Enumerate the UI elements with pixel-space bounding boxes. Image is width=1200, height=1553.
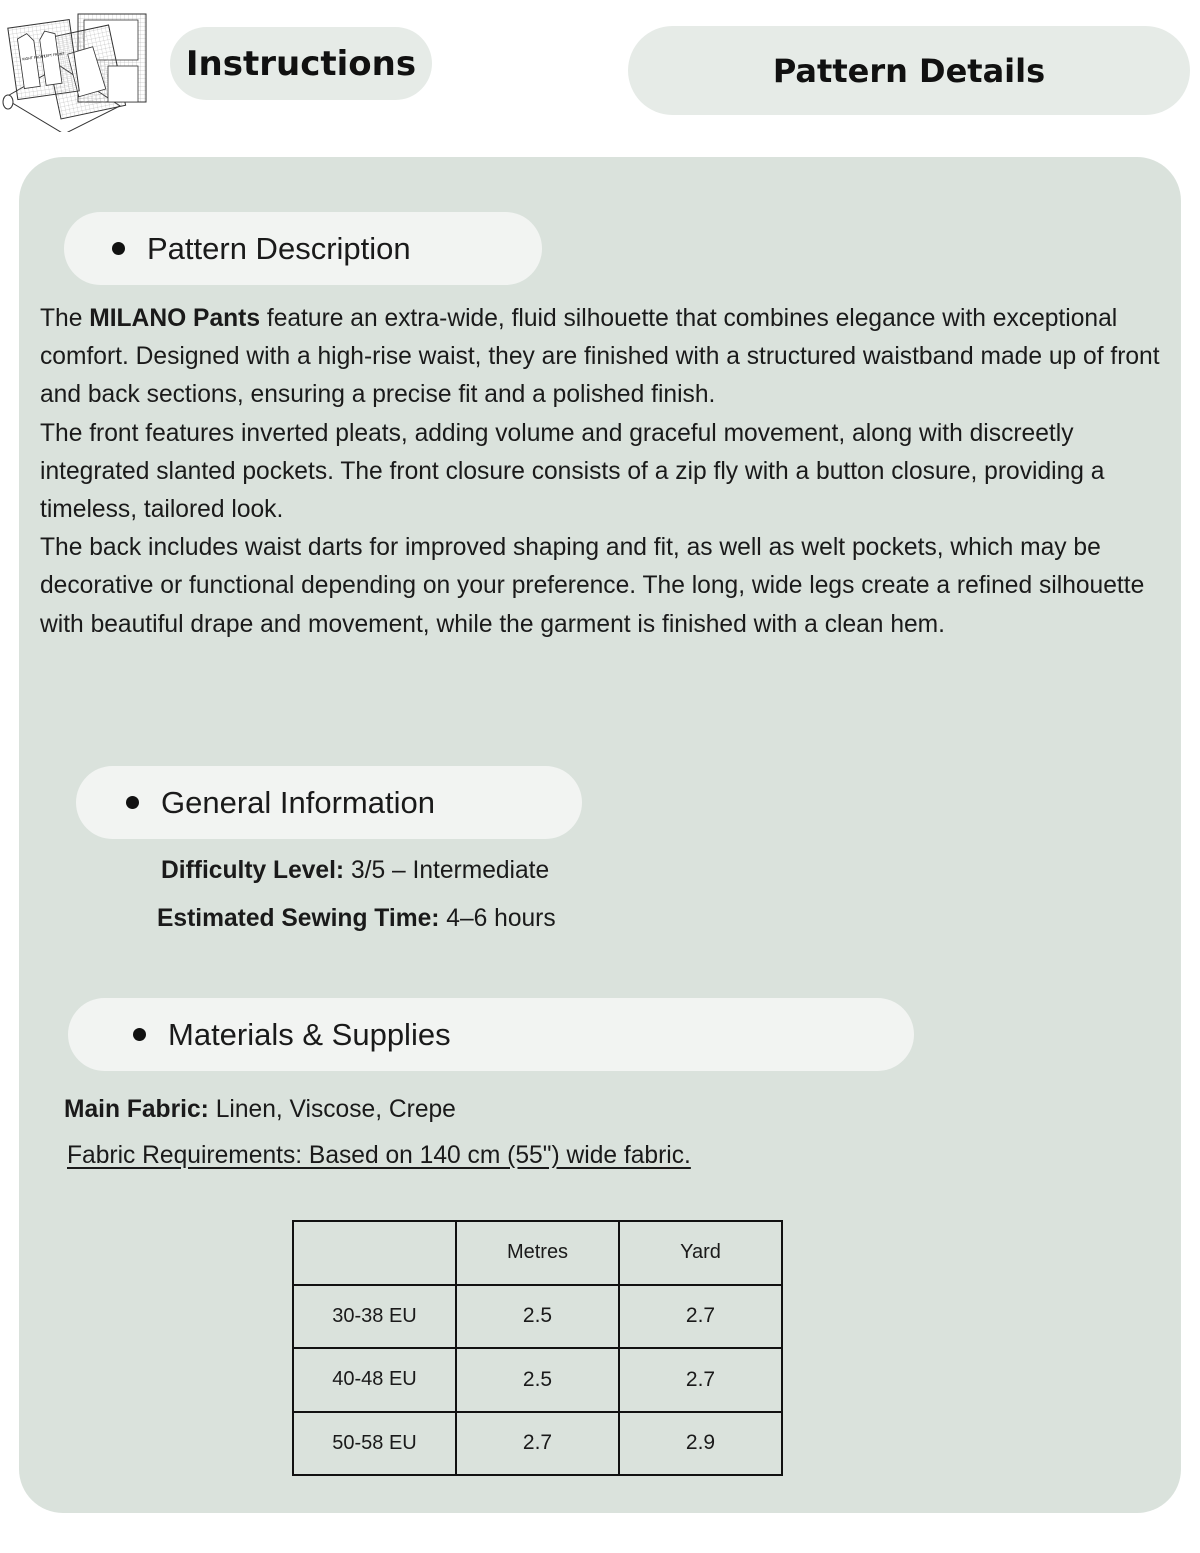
table-cell-metres: 2.7 [456, 1412, 619, 1476]
difficulty-label: Difficulty Level: [161, 857, 345, 884]
pattern-description-text [40, 300, 1165, 644]
section-title: General Information [161, 784, 435, 820]
description-paragraph-3: The back includes waist darts for improved shaping and fit, as well as welt pockets, which may be decorative or functional depending on your preference. The long, wide legs create a refined silhouette with beautiful drape and movement, while the garment is finished with a clean hem. [40, 534, 1145, 638]
logo-piece-label-b: LEFT FRONT [43, 51, 65, 59]
estimated-sewing-time [157, 905, 556, 933]
table-row [293, 1412, 782, 1476]
instructions-tab[interactable] [170, 27, 432, 100]
logo-piece-label-a: RIGHT FRONT [22, 54, 46, 62]
table-header-row [293, 1221, 782, 1285]
table-cell-metres: 2.5 [456, 1348, 619, 1412]
difficulty-level [161, 857, 549, 885]
table-header-cell: Metres [456, 1221, 619, 1285]
materials-supplies-heading [68, 998, 914, 1071]
sewing-time-value: 4–6 hours [439, 905, 556, 932]
content-panel [19, 157, 1181, 1513]
table-cell-size: 40-48 EU [293, 1348, 456, 1412]
description-rest: feature an extra-wide, fluid silhouette that combines elegance with exceptional comfort. Designed with a high-rise waist, they are finished with a structured waistband made up of front and back sections, ensuring a precise fit and a polished finish. [40, 305, 1160, 409]
table-cell-yard: 2.9 [619, 1412, 782, 1476]
main-fabric [64, 1096, 456, 1124]
table-header-cell [293, 1221, 456, 1285]
difficulty-value: 3/5 – Intermediate [344, 857, 550, 884]
pattern-details-tab[interactable] [628, 26, 1190, 115]
table-cell-yard: 2.7 [619, 1285, 782, 1349]
main-fabric-label: Main Fabric: [64, 1096, 209, 1123]
bullet-icon [112, 242, 125, 255]
table-cell-size: 30-38 EU [293, 1285, 456, 1349]
fabric-requirements-table [292, 1220, 783, 1476]
bullet-icon [133, 1028, 146, 1041]
description-prefix: The [40, 305, 90, 332]
sewing-pattern-logo-icon [0, 6, 150, 132]
table-row [293, 1348, 782, 1412]
section-title: Materials & Supplies [168, 1016, 451, 1052]
instructions-label: Instructions [185, 43, 417, 84]
description-paragraph-1 [40, 300, 1165, 415]
description-paragraph-2: The front features inverted pleats, adding volume and graceful movement, along with discreetly integrated slanted pockets. The front closure consists of a zip fly with a button closure, providing a timeless, tailored look. [40, 419, 1105, 524]
general-information-heading [76, 766, 582, 839]
table-cell-yard: 2.7 [619, 1348, 782, 1412]
product-name: MILANO Pants [89, 305, 261, 332]
table-cell-size: 50-58 EU [293, 1412, 456, 1476]
main-fabric-value: Linen, Viscose, Crepe [208, 1096, 456, 1123]
table-row [293, 1285, 782, 1349]
pattern-details-label: Pattern Details [772, 51, 1046, 90]
bullet-icon [126, 796, 139, 809]
table-header-cell: Yard [619, 1221, 782, 1285]
pattern-description-heading [64, 212, 542, 285]
section-title: Pattern Description [147, 230, 411, 266]
sewing-time-label: Estimated Sewing Time: [157, 905, 440, 932]
fabric-requirements: Fabric Requirements: Based on 140 cm (55") wide fabric. [67, 1142, 691, 1169]
table-cell-metres: 2.5 [456, 1285, 619, 1349]
